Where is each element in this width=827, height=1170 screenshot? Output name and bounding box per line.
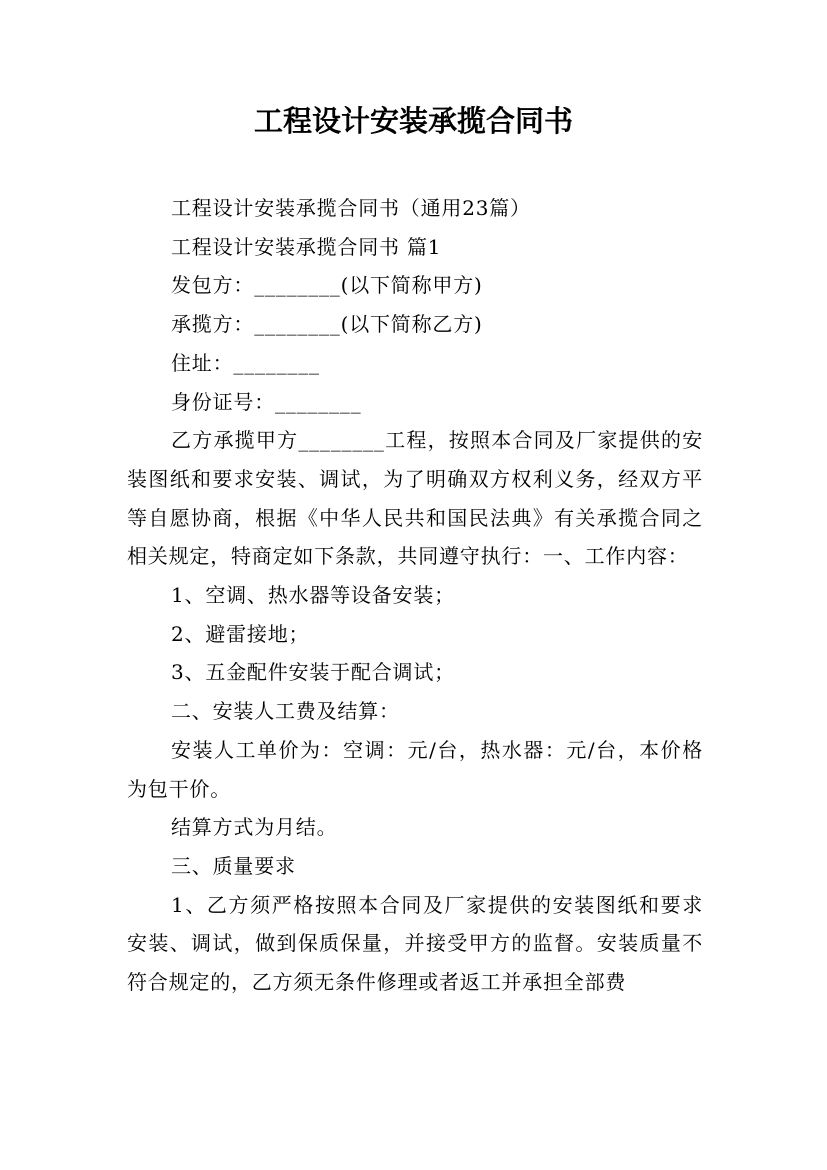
paragraph-address: 住址：________ <box>171 350 320 375</box>
paragraph-item-3: 3、五金配件安装于配合调试； <box>171 660 455 685</box>
paragraph-section-3-heading: 三、质量要求 <box>171 853 296 878</box>
paragraph-item-1: 1、空调、热水器等设备安装； <box>171 583 455 608</box>
paragraph-id-number: 身份证号：________ <box>171 389 362 414</box>
paragraph-item-2: 2、避雷接地； <box>171 621 310 646</box>
paragraph-unit-price: 安装人工单价为：空调：元/台，热水器：元/台，本价格为包干价。 <box>127 737 703 801</box>
document-body <box>127 189 703 1002</box>
paragraph-quality-1: 1、乙方须严格按照本合同及厂家提供的安装图纸和要求安装、调试，做到保质保量，并接受甲方的监督。安装质量不符合规定的，乙方须无条件修理或者返工并承担全部费 <box>127 892 703 995</box>
paragraph-undertaker: 承揽方：________(以下简称乙方) <box>171 312 483 337</box>
paragraph-settlement: 结算方式为月结。 <box>171 815 338 840</box>
paragraph-contractor: 发包方：________(以下简称甲方) <box>171 273 483 298</box>
paragraph-section-2-heading: 二、安装人工费及结算： <box>171 699 400 724</box>
paragraph-section-heading: 工程设计安装承揽合同书 篇1 <box>171 234 442 259</box>
paragraph-collection-title: 工程设计安装承揽合同书（通用23篇） <box>171 196 531 220</box>
paragraph-preamble: 乙方承揽甲方________工程，按照本合同及厂家提供的安装图纸和要求安装、调试，为了明确双方权利义务，经双方平等自愿协商，根据《中华人民共和国民法典》有关承揽合同之相关规定，特商定如下条款，共同遵守执行：一、工作内容： <box>127 428 703 569</box>
document-title: 工程设计安装承揽合同书 <box>253 104 573 138</box>
